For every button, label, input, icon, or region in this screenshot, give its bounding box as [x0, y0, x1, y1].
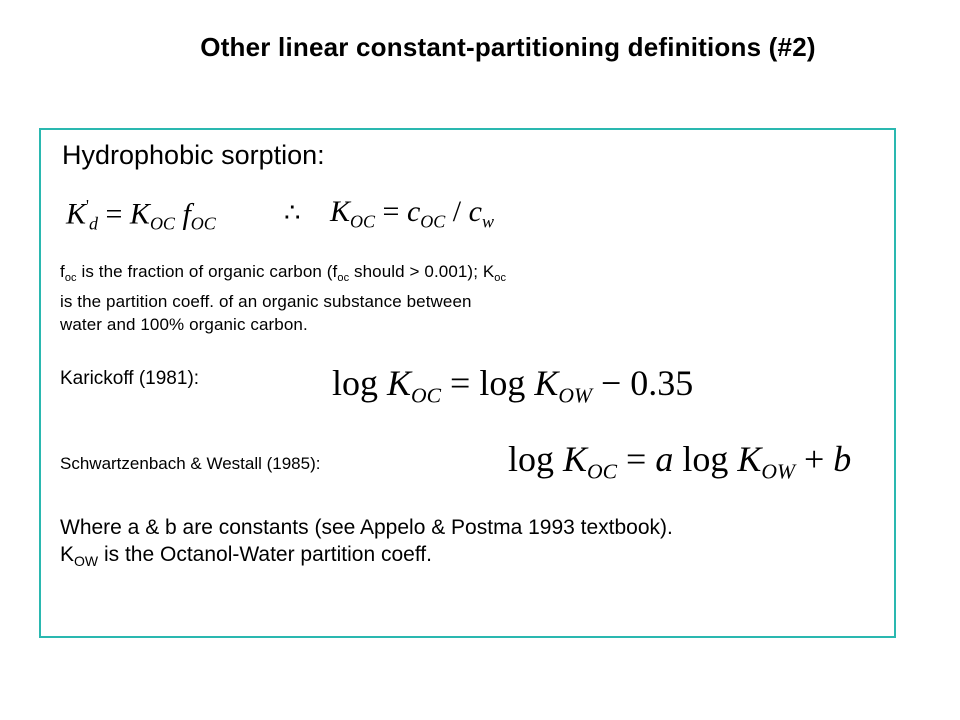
equation-karickoff	[332, 362, 693, 409]
eq4-b: b	[833, 439, 852, 479]
eq2-var2: c	[468, 195, 482, 228]
foc-line-1	[60, 260, 506, 290]
section-heading: Hydrophobic sorption:	[62, 140, 325, 170]
eq3-var2: K	[534, 363, 559, 403]
eq1-rhs-var2: f	[182, 197, 191, 231]
eq1-lhs-var: K	[66, 197, 87, 231]
para-sub: oc	[494, 272, 507, 284]
note-k-sub: OW	[74, 553, 99, 569]
eq3-sub1: OC	[411, 383, 442, 408]
para-sub: oc	[337, 272, 350, 284]
eq4-coef: a	[655, 439, 674, 479]
eq4-sub2: OW	[761, 459, 795, 484]
eq1-rhs-sub2: OC	[190, 213, 216, 234]
constants-note	[60, 514, 673, 575]
eq2-op: =	[382, 195, 400, 228]
karickoff-label: Karickoff (1981):	[60, 368, 200, 389]
eq4-var1: K	[563, 439, 588, 479]
eq1-op: =	[105, 197, 123, 231]
eq1-lhs-prime: '	[86, 196, 89, 215]
note-line-2	[60, 541, 673, 575]
eq3-op: =	[450, 363, 471, 403]
eq2-sub2: w	[481, 211, 494, 232]
equation-koc	[330, 195, 494, 232]
eq1-rhs-var1: K	[129, 197, 150, 231]
eq1-lhs-sub: d	[89, 213, 98, 234]
eq2-lhs-sub: OC	[350, 211, 376, 232]
foc-line-3: water and 100% organic carbon.	[60, 315, 308, 334]
equation-kd	[66, 196, 216, 235]
eq3-log1: log	[332, 363, 379, 403]
eq3-var1: K	[387, 363, 412, 403]
eq2-var1: c	[406, 195, 421, 228]
eq2-sub1: OC	[420, 211, 446, 232]
para-sub: oc	[64, 272, 77, 284]
note-line-2-rest: is the Octanol-Water partition coeff.	[98, 543, 432, 566]
foc-explanation	[60, 260, 506, 336]
para-text: is the fraction of organic carbon (f	[76, 262, 338, 281]
note-line-1: Where a & b are constants (see Appelo & Postma 1993 textbook).	[60, 516, 673, 539]
para-text: should > 0.001); K	[349, 262, 495, 281]
eq4-log1: log	[508, 439, 555, 479]
eq4-log2: log	[682, 439, 729, 479]
foc-line-2: is the partition coeff. of an organic substance between	[60, 292, 472, 311]
eq3-minus: −	[600, 363, 622, 403]
note-k: K	[60, 543, 75, 566]
eq3-const: 0.35	[630, 363, 694, 403]
schwartzenbach-label: Schwartzenbach & Westall (1985):	[60, 454, 321, 473]
eq4-plus: +	[803, 439, 825, 479]
eq3-log2: log	[479, 363, 526, 403]
eq2-div: /	[445, 195, 469, 228]
equation-schwartzenbach	[508, 438, 851, 485]
eq2-lhs-var: K	[330, 195, 351, 228]
eq4-sub1: OC	[587, 459, 618, 484]
eq1-rhs-sub1: OC	[149, 213, 175, 234]
eq4-op: =	[626, 439, 647, 479]
para-text: f	[60, 262, 65, 281]
eq4-var2: K	[737, 439, 762, 479]
slide-title: Other linear constant-partitioning definitions (#2)	[200, 32, 816, 62]
therefore-symbol: ∴	[284, 198, 301, 227]
eq3-sub2: OW	[558, 383, 592, 408]
